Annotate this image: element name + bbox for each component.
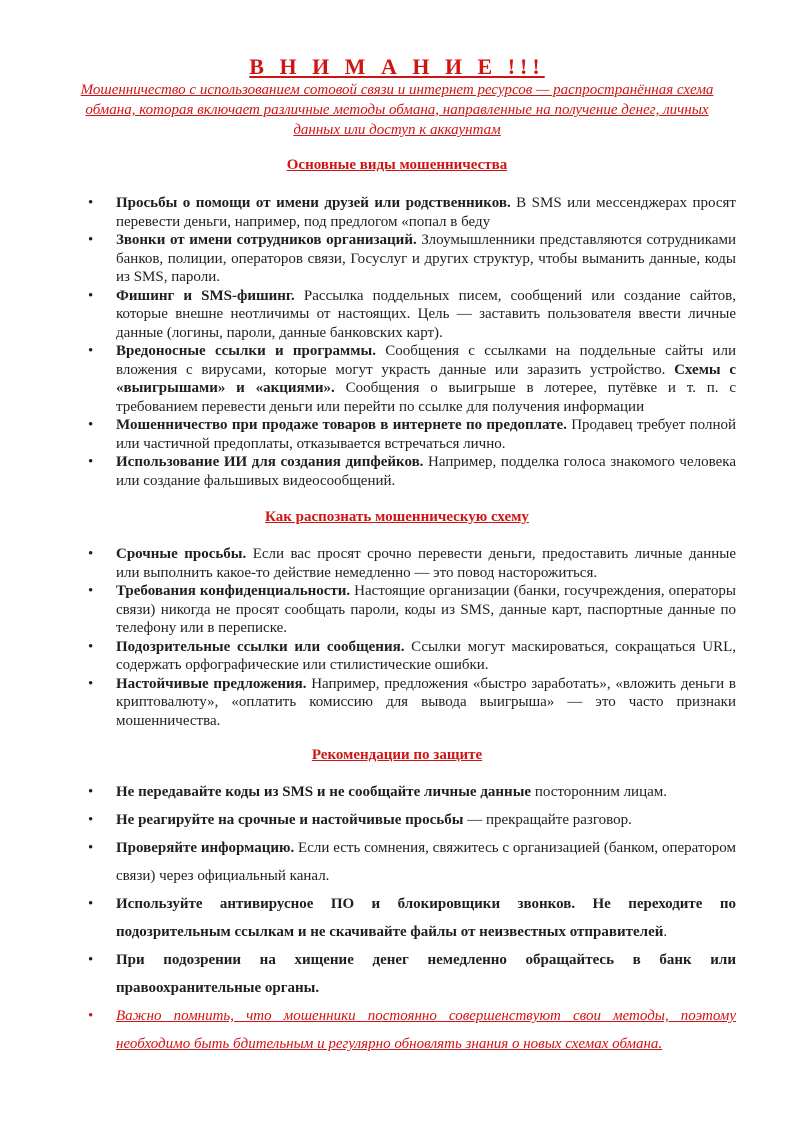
list-item — [0, 890, 794, 946]
item-text: Сообщения с ссылками на поддельные сайты или вложения с вирусами, которые могут украсть данные или заразить устройство. — [116, 343, 736, 378]
bullet: • — [88, 840, 94, 856]
item-text: . — [663, 924, 668, 940]
item-text: посторонним лицам. — [531, 784, 668, 800]
list-item — [0, 638, 794, 675]
item-bold: Звонки от имени сотрудников организаций. — [116, 232, 417, 248]
list-item — [0, 834, 794, 890]
section-heading-types: Основные виды мошенничества — [286, 157, 508, 173]
item-bold: Настойчивые предложения. — [116, 675, 307, 692]
list-item — [0, 778, 794, 806]
item-text: Если вас просят срочно перевести деньги, предоставить личные данные или выполнить какое-то действие немедленно — это повод насторожиться. — [116, 546, 736, 581]
item-bold: Использование ИИ для создания дипфейков. — [116, 454, 424, 470]
item-bold: Схемы с «выигрышами» и «акциями». — [116, 361, 737, 396]
bullet: • — [88, 952, 94, 968]
item-bold: При подозрении на хищение денег немедленно обращайтесь в банк или правоохранительные органы. — [116, 952, 736, 996]
item-bold: Вредоносные ссылки и программы. — [116, 343, 376, 359]
item-bold: Используйте антивирусное ПО и блокировщики звонков. Не переходите по подозрительным ссылкам и не скачивайте файлы от неизвестных отправителей — [116, 896, 736, 940]
bullet: • — [88, 896, 94, 912]
bullet: • — [88, 638, 94, 655]
item-bold: Подозрительные ссылки или сообщения. — [116, 638, 405, 655]
item-bold: Требования конфиденциальности. — [116, 583, 351, 599]
warning-text: Важно помнить, что мошенники постоянно совершенствуют свои методы, поэтому необходимо быть бдительным и регулярно обновлять знания о новых схемах обмана. — [116, 1008, 736, 1052]
bullet: • — [88, 675, 94, 692]
item-bold: Мошенничество при продаже товаров в интернете по предоплате. — [116, 417, 567, 433]
item-text: Ссылки могут маскироваться, сокращаться URL, содержать орфографические или стилистические ошибки. — [116, 638, 736, 673]
bullet: • — [88, 287, 94, 304]
bullet: • — [88, 546, 94, 562]
item-text: Злоумышленники представляются сотрудниками банков, полиции, операторов связи, Госуслуг и других структур, чтобы выманить данные, коды из SMS, пароли. — [116, 232, 737, 285]
item-text: Например, предложения «быстро заработать», «вложить деньги в криптовалюту», «оплатить комиссию для вывода выигрыша» — это часто признаки мошенничества. — [116, 675, 736, 729]
item-text: Настоящие организации (банки, госучреждения, операторы связи) никогда не просят сообщать пароли, коды из SMS, данные карт, паспортные данные по телефону или в переписке. — [116, 583, 736, 636]
item-text: Сообщения о выигрыше в лотерее, путёвке и т. п. с требованием перевести деньги или перейти по ссылке для получения информации — [116, 380, 736, 415]
item-text: — прекращайте разговор. — [463, 812, 632, 828]
bullet: • — [88, 417, 94, 433]
item-text: Продавец требует полной или частичной предоплаты, отказывается встречаться лично. — [116, 417, 736, 452]
item-bold: Не реагируйте на срочные и настойчивые просьбы — [116, 812, 464, 828]
list-item — [0, 453, 794, 490]
item-bold: Просьбы о помощи от имени друзей или родственников. — [116, 195, 511, 211]
bullet: • — [88, 343, 94, 359]
intro-paragraph: Мошенничество с использованием сотовой связи и интернет ресурсов — распространённая схема обмана, которая включает различные методы обмана, направленные на получение денег, личных данных или доступ к аккаунтам — [80, 82, 714, 138]
bullet: • — [88, 812, 94, 828]
bullet: • — [88, 454, 94, 470]
list-item — [0, 287, 794, 343]
bullet: • — [88, 232, 94, 248]
list-item — [0, 582, 794, 638]
list-item — [0, 675, 794, 731]
bullet: • — [88, 784, 94, 800]
section-heading-protection: Рекомендации по защите — [311, 747, 483, 763]
bullet: • — [88, 1008, 94, 1024]
item-bold: Фишинг и SMS-фишинг. — [116, 287, 295, 304]
bullet: • — [88, 195, 94, 211]
page-title: В Н И М А Н И Е !!! — [249, 54, 545, 79]
item-bold: Срочные просьбы. — [116, 546, 247, 562]
item-bold: Проверяйте информацию. — [116, 840, 295, 856]
item-text: Если есть сомнения, свяжитесь с организацией (банком, оператором связи) через официальный канал. — [116, 840, 736, 884]
item-text: В SMS или мессенджерах просят перевести деньги, например, под предлогом «попал в беду — [116, 195, 736, 230]
section-heading-recognize: Как распознать мошенническую схему — [265, 509, 529, 525]
list-item — [0, 946, 794, 1002]
bullet: • — [88, 583, 94, 599]
item-text: Например, подделка голоса знакомого человека или создание фальшивых видеосообщений. — [116, 454, 736, 489]
item-bold: Не передавайте коды из SMS и не сообщайте личные данные — [116, 784, 532, 800]
list-item — [0, 342, 794, 416]
fraud-types-list — [0, 194, 794, 490]
recognize-list — [0, 545, 794, 730]
list-item — [0, 416, 794, 453]
list-item — [0, 231, 794, 287]
warning-item — [0, 1002, 794, 1058]
protection-list — [0, 778, 794, 1058]
list-item — [0, 194, 794, 231]
list-item — [0, 806, 794, 834]
list-item — [0, 545, 794, 582]
item-text: Рассылка поддельных писем, сообщений или создание сайтов, которые внешне неотличимы от настоящих. Цель — заставить пользователя ввести личные данные (логины, пароли, данные банковских карт). — [116, 287, 736, 341]
